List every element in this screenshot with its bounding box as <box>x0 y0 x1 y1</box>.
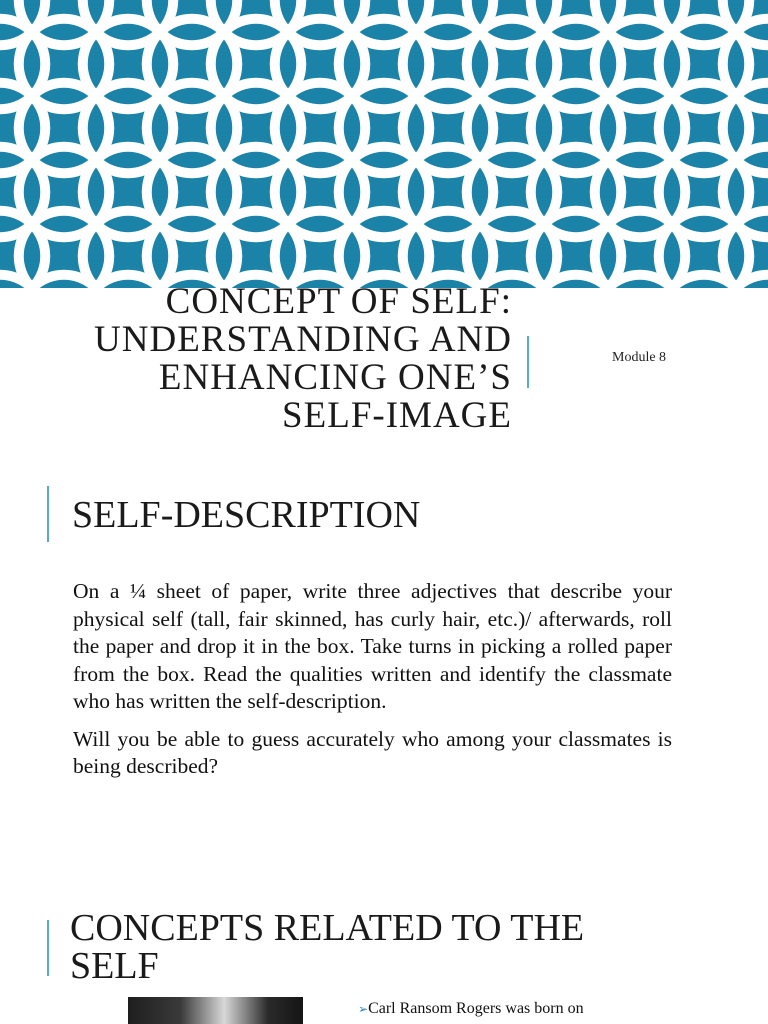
title-line: SELF-IMAGE <box>282 395 512 436</box>
section-heading: SELF-DESCRIPTION <box>72 494 421 536</box>
slide-title <box>30 283 512 435</box>
module-label: Module 8 <box>612 350 667 365</box>
paragraph: Will you be able to guess accurately who among your classmates is being described? <box>73 726 672 778</box>
bullet-item <box>358 999 678 1024</box>
heading-line: SELF <box>70 945 159 987</box>
heading-line: CONCEPTS RELATED TO THE <box>70 907 585 949</box>
section-heading <box>70 909 670 985</box>
instructions-text <box>73 578 672 791</box>
title-divider <box>527 336 529 388</box>
decorative-banner <box>0 0 768 288</box>
heading-accent-bar <box>47 486 49 542</box>
arrow-bullet-icon: ➢ <box>358 1002 369 1016</box>
title-line: CONCEPT OF SELF: <box>165 281 512 322</box>
title-line: ENHANCING ONE’S <box>158 357 512 398</box>
heading-accent-bar <box>47 920 49 976</box>
paragraph: On a ¼ sheet of paper, write three adjectives that describe your physical self (tall, fair skinned, has curly hair, etc.)/ afterwards, roll the paper and drop it in the box. Take turns in picking a rolled paper from the box. Read the qualities written and identify the classmate who has written the self-description. <box>73 579 672 713</box>
bullet-text: Carl Ransom Rogers was born on <box>368 1000 584 1017</box>
title-line: UNDERSTANDING AND <box>94 319 512 360</box>
portrait-photo <box>128 997 303 1024</box>
